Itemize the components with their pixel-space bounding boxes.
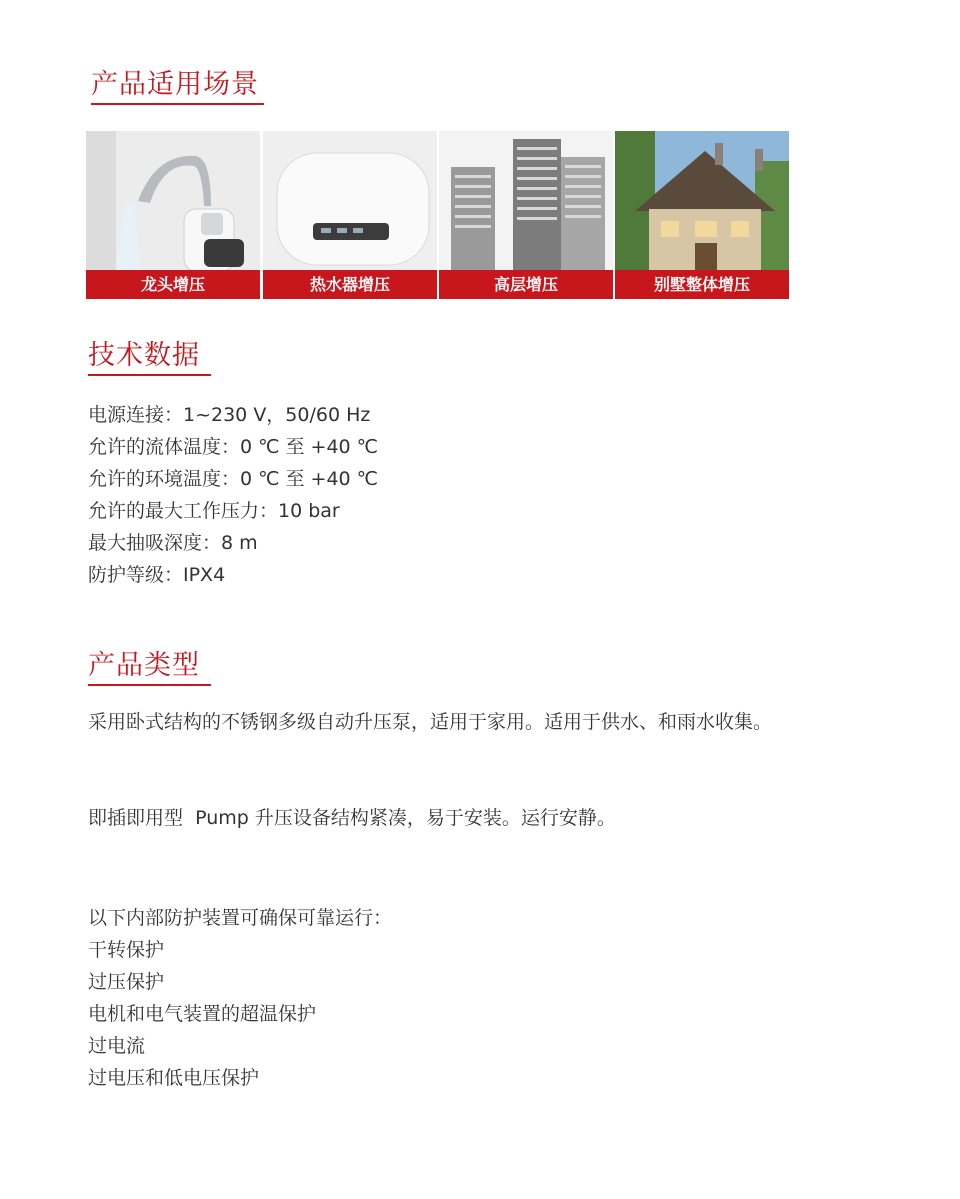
protect-overpressure: 过压保护 xyxy=(88,971,165,993)
protect-overtemp: 电机和电气装置的超温保护 xyxy=(88,1003,317,1025)
tech-title-rule xyxy=(88,374,211,376)
scene-high-rise-label: 高层增压 xyxy=(439,270,613,299)
protect-intro: 以下内部防护装置可确保可靠运行： xyxy=(88,907,393,929)
type-title-rule xyxy=(88,684,211,686)
tech-line-suction-depth: 最大抽吸深度：8 m xyxy=(88,532,258,554)
protect-voltage: 过电压和低电压保护 xyxy=(88,1067,260,1089)
type-title: 产品类型 xyxy=(88,650,200,681)
type-paragraph-1: 采用卧式结构的不锈钢多级自动升压泵，适用于家用。适用于供水、和雨水收集。 xyxy=(88,711,773,733)
scene-water-heater xyxy=(263,131,437,299)
scene-water-heater-label: 热水器增压 xyxy=(263,270,437,299)
scene-high-rise xyxy=(439,131,613,299)
scenes-title: 产品适用场景 xyxy=(91,69,259,100)
scene-faucet xyxy=(86,131,260,299)
protect-dry-run: 干转保护 xyxy=(88,939,165,961)
scene-faucet-label: 龙头增压 xyxy=(86,270,260,299)
scene-villa xyxy=(615,131,789,299)
tech-line-protection: 防护等级：IPX4 xyxy=(88,564,226,586)
tech-title: 技术数据 xyxy=(88,340,200,371)
tech-line-fluid-temp: 允许的流体温度：0 ℃ 至 +40 ℃ xyxy=(88,436,379,458)
protect-overcurrent: 过电流 xyxy=(88,1035,146,1057)
tech-line-ambient-temp: 允许的环境温度：0 ℃ 至 +40 ℃ xyxy=(88,468,379,490)
scene-villa-label: 别墅整体增压 xyxy=(615,270,789,299)
tech-line-max-pressure: 允许的最大工作压力：10 bar xyxy=(88,500,340,522)
tech-line-power: 电源连接：1~230 V，50/60 Hz xyxy=(88,404,371,426)
type-paragraph-2: 即插即用型 Pump 升压设备结构紧凑，易于安装。运行安静。 xyxy=(88,807,616,829)
scenes-title-rule xyxy=(91,103,264,105)
